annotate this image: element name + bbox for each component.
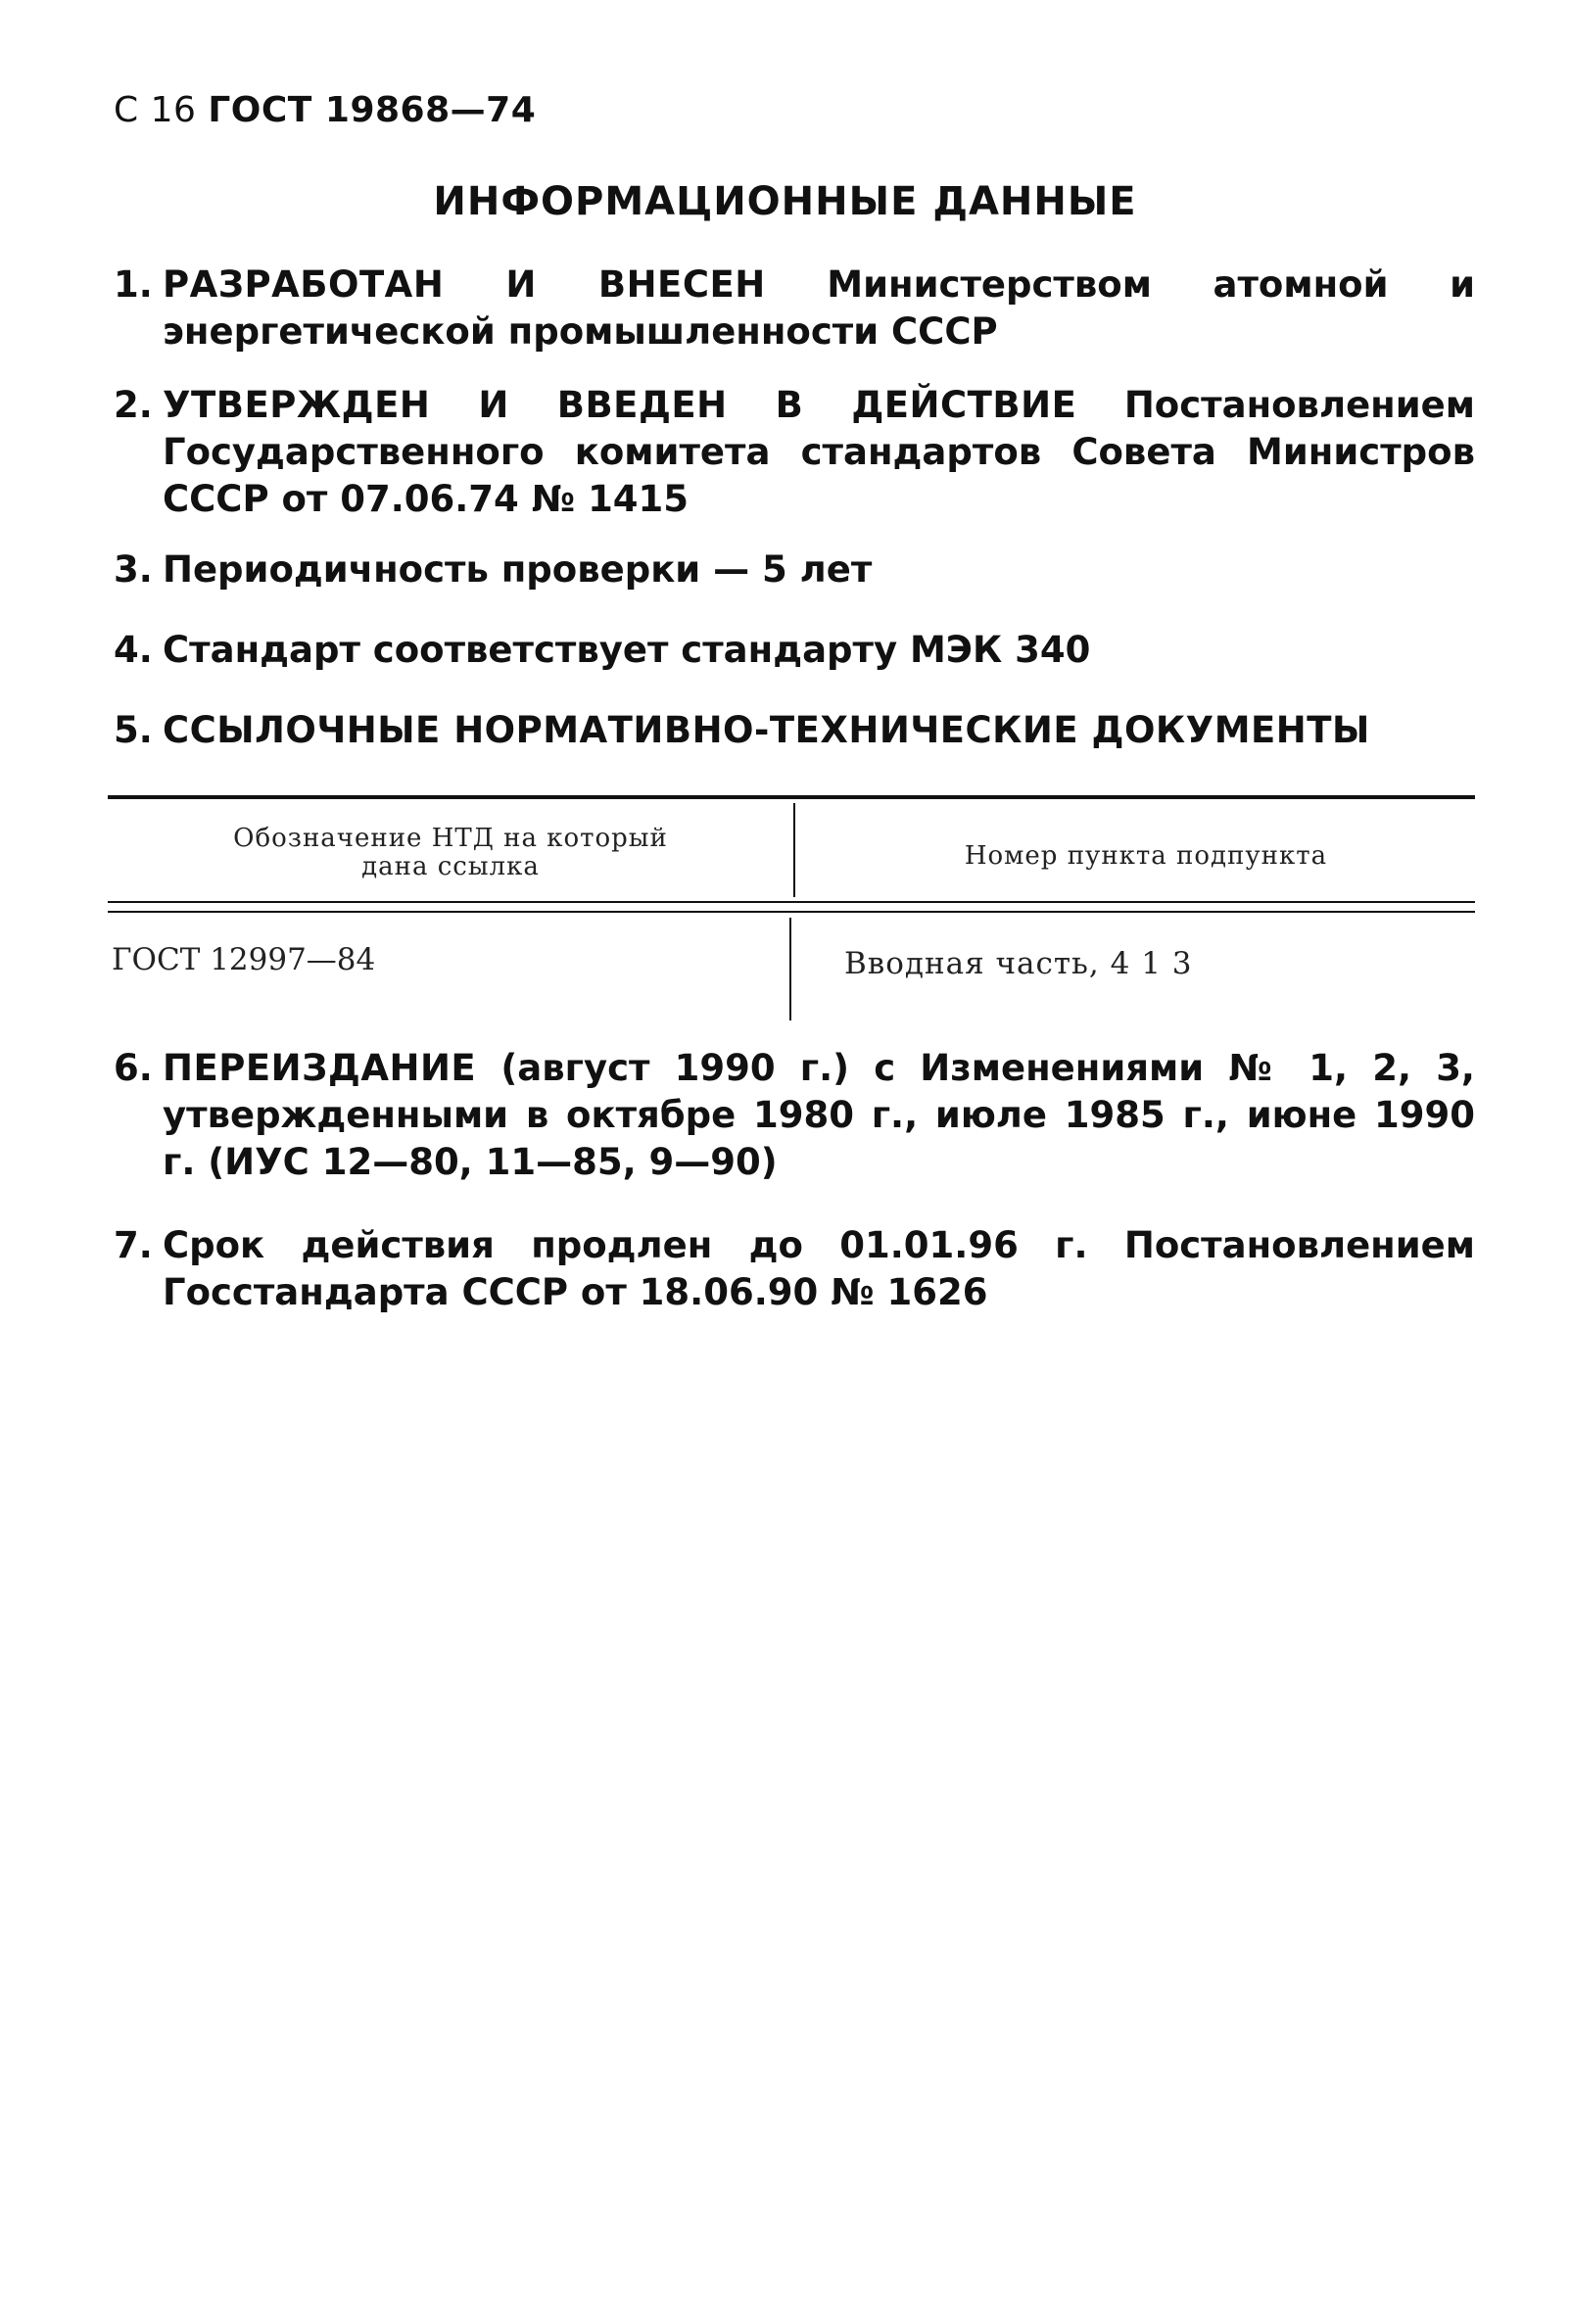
page-number: С 16 bbox=[114, 90, 197, 130]
table-column-divider bbox=[789, 918, 791, 1020]
item-number: 2. bbox=[114, 384, 153, 426]
info-item bbox=[114, 546, 1475, 593]
reference-documents-table bbox=[108, 795, 1475, 1020]
info-item bbox=[114, 627, 1475, 674]
table-header-designation: Обозначение НТД на который дана ссылка bbox=[233, 824, 668, 881]
info-item bbox=[114, 1045, 1475, 1186]
table-header-clause: Номер пункта подпункта bbox=[964, 841, 1328, 871]
item-text: Срок действия продлен до 01.01.96 г. Постановлением Госстандарта СССР от 18.06.90 № 1626 bbox=[163, 1224, 1475, 1313]
item-text: Постановлением Государственного комитета стандартов Совета Министров СССР от 07.06.74 № 1415 bbox=[163, 384, 1475, 520]
item-number: 6. bbox=[114, 1047, 153, 1089]
item-number: 3. bbox=[114, 548, 153, 591]
running-header bbox=[114, 90, 536, 130]
item-lead: РАЗРАБОТАН И ВНЕСЕН bbox=[163, 263, 766, 306]
item-text: Министерством атомной и энергетической промышленности СССР bbox=[163, 263, 1475, 353]
info-item bbox=[114, 261, 1475, 356]
info-item bbox=[114, 707, 1475, 754]
item-lead: ПЕРЕИЗДАНИЕ bbox=[163, 1047, 477, 1089]
item-number: 5. bbox=[114, 709, 153, 751]
item-number: 4. bbox=[114, 629, 153, 671]
table-cell-clause: Вводная часть, 4 1 3 bbox=[844, 946, 1193, 981]
item-text: Периодичность проверки — 5 лет bbox=[163, 548, 873, 591]
item-lead: УТВЕРЖДЕН И ВВЕДЕН В ДЕЙСТВИЕ bbox=[163, 384, 1077, 426]
info-item bbox=[114, 1222, 1475, 1316]
table-header-rule bbox=[108, 901, 1475, 903]
standard-designation: ГОСТ 19868—74 bbox=[208, 90, 537, 130]
page-title: ИНФОРМАЦИОННЫЕ ДАННЫЕ bbox=[433, 179, 1137, 224]
table-cell-designation: ГОСТ 12997—84 bbox=[112, 942, 376, 977]
table-column-divider bbox=[793, 803, 795, 897]
item-text: Стандарт соответствует стандарту МЭК 340 bbox=[163, 629, 1091, 671]
info-item bbox=[114, 382, 1475, 523]
table-header-rule bbox=[108, 911, 1475, 913]
item-number: 7. bbox=[114, 1224, 153, 1266]
item-text: (август 1990 г.) с Изменениями № 1, 2, 3, утвержденными в октябре 1980 г., июле 1985 г., июне 1990 г. (ИУС 12—80, 11—85, 9—90) bbox=[163, 1047, 1475, 1183]
item-number: 1. bbox=[114, 263, 153, 306]
item-lead: ССЫЛОЧНЫЕ НОРМАТИВНО-ТЕХНИЧЕСКИЕ ДОКУМЕНТЫ bbox=[163, 709, 1370, 751]
table-top-rule bbox=[108, 795, 1475, 799]
